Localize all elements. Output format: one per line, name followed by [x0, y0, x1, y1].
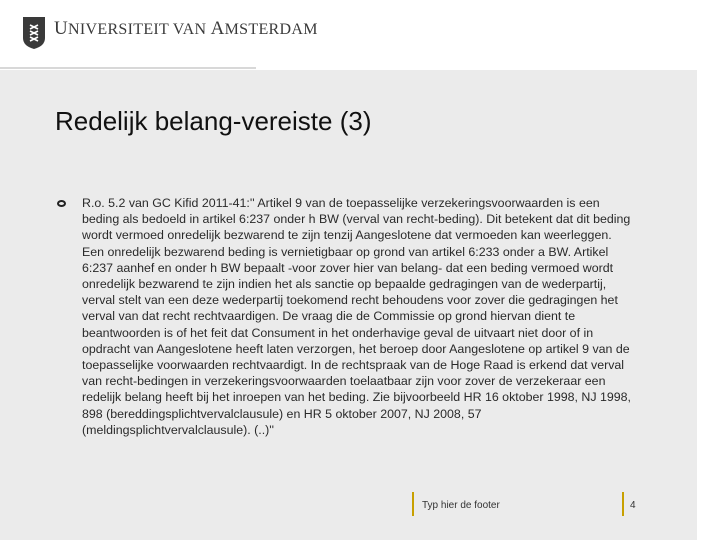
- logo-text-part-2: MSTERDAM: [224, 21, 318, 38]
- footer-accent-bar: [412, 492, 414, 516]
- logo-letter-a: A: [210, 18, 225, 39]
- uva-crest-icon: [22, 16, 46, 50]
- header-divider: [0, 67, 256, 69]
- slide-body-text: R.o. 5.2 van GC Kifid 2011-41:'' Artikel 9 van de toepasselijke verzekeringsvoorwaarden is een beding als bedoeld in artikel 6:237 onder h BW (verval van recht-beding). Dit betekent dat dit beding wordt vermoed onredelijk bezwarend te zijn tenzij Aangeslotene dat vermoeden kan weerleggen. Een onredelijk bezwarend beding is vernietigbaar op grond van artikel 6:233 onder a BW. Artikel 6:237 aanhef en onder h BW bepaalt -voor zover hier van belang- dat een beding vermoed wordt onredelijk bezwarend te zijn indien het als sanctie op bepaalde gedragingen van de wederpartij, verval stelt van een deze wederpartij toekomend recht behoudens voor zover die gedragingen het verval van dat recht rechtvaardigen. De vraag die de Commissie op grond hiervan dient te beantwoorden is of het feit dat Consument in het onderhavige geval de uitvaart niet door of in opdracht van Aangeslotene heeft laten verzorgen, het beroep door Aangeslotene op artikel 9 van de toepasselijke voorwaarden rechtvaardigt. In de rechtspraak van de Hoge Raad is erkend dat verval van recht-bedingen in verzekeringsvoorwaarden toelaatbaar zijn voor zover de verzekeraar een redelijk belang heeft bij het inroepen van het beding. Zie bijvoorbeeld HR 16 oktober 1998, NJ 1998, 898 (bereddingsplichtvervalclausule) en HR 5 oktober 2007, NJ 2008, 57 (meldingsplichtvervalclausule). (..)'': [82, 196, 631, 437]
- circle-bullet-icon: [57, 200, 66, 207]
- footer-text: Typ hier de footer: [422, 500, 500, 511]
- university-logo-text: [54, 18, 318, 40]
- logo-text-part: NIVERSITEIT VAN: [68, 21, 211, 38]
- page-number-accent-bar: [622, 492, 624, 516]
- header-bar: [0, 0, 720, 70]
- logo-letter-u: U: [54, 18, 69, 39]
- page-number: 4: [630, 500, 636, 511]
- slide-title: Redelijk belang-vereiste (3): [55, 106, 372, 136]
